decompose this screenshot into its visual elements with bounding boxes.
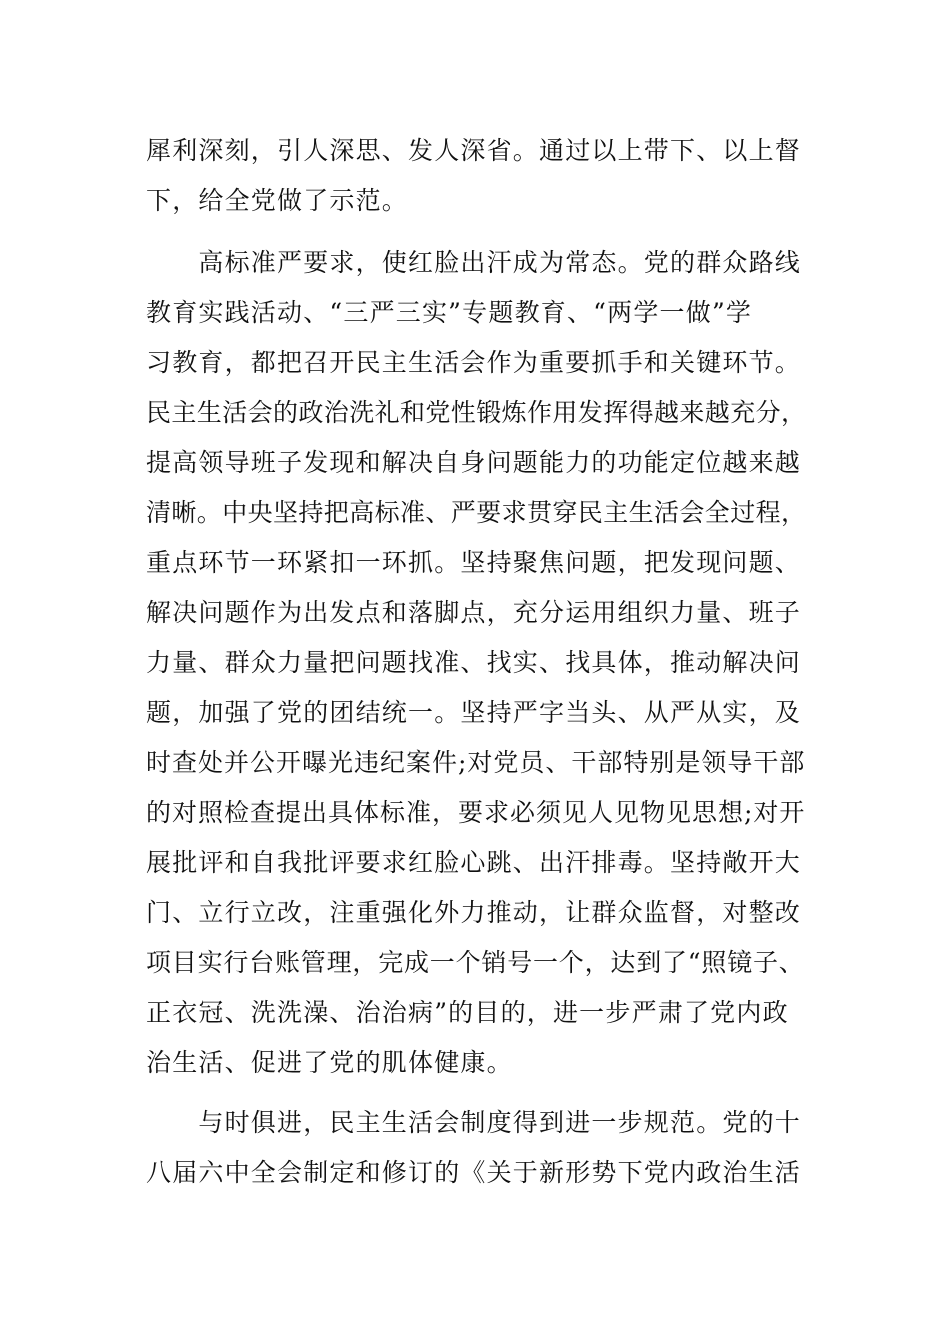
text-line: 高标准严要求，使红脸出汗成为常态。党的群众路线 (146, 248, 802, 277)
text-line: 重点环节一环紧扣一环抓。坚持聚焦问题，把发现问题、 (146, 548, 802, 577)
text-line: 犀利深刻，引人深思、发人深省。通过以上带下、以上督 (146, 136, 802, 165)
text-line: 解决问题作为出发点和落脚点，充分运用组织力量、班子 (146, 598, 802, 627)
text-line: 提高领导班子发现和解决自身问题能力的功能定位越来越 (146, 448, 802, 477)
text-line: 民主生活会的政治洗礼和党性锻炼作用发挥得越来越充分， (146, 398, 807, 427)
text-line: 正衣冠、洗洗澡、治治病”的目的，进一步严肃了党内政 (146, 998, 789, 1027)
text-line: 八届六中全会制定和修订的《关于新形势下党内政治生活 (146, 1158, 802, 1187)
text-line: 门、立行立改，注重强化外力推动，让群众监督，对整改 (146, 898, 802, 927)
text-line: 题，加强了党的团结统一。坚持严字当头、从严从实，及 (146, 698, 802, 727)
text-line: 治生活、促进了党的肌体健康。 (146, 1048, 513, 1077)
text-line: 清晰。中央坚持把高标准、严要求贯穿民主生活会全过程， (146, 498, 807, 527)
text-line: 的对照检查提出具体标准，要求必须见人见物见思想;对开 (146, 798, 806, 827)
text-line: 教育实践活动、“三严三实”专题教育、“两学一做”学 (146, 298, 753, 327)
paragraph-2 (146, 238, 806, 1088)
text-line: 时查处并公开曝光违纪案件;对党员、干部特别是领导干部 (146, 748, 806, 777)
text-line: 力量、群众力量把问题找准、找实、找具体，推动解决问 (146, 648, 802, 677)
text-line: 下，给全党做了示范。 (146, 186, 409, 215)
paragraph-3 (146, 1098, 806, 1198)
text-line: 展批评和自我批评要求红脸心跳、出汗排毒。坚持敞开大 (146, 848, 802, 877)
text-line: 与时俱进，民主生活会制度得到进一步规范。党的十 (146, 1108, 802, 1137)
paragraph-1 (146, 126, 806, 226)
text-line: 项目实行台账管理，完成一个销号一个，达到了“照镜子、 (146, 948, 805, 977)
text-line: 习教育，都把召开民主生活会作为重要抓手和关键环节。 (146, 348, 802, 377)
